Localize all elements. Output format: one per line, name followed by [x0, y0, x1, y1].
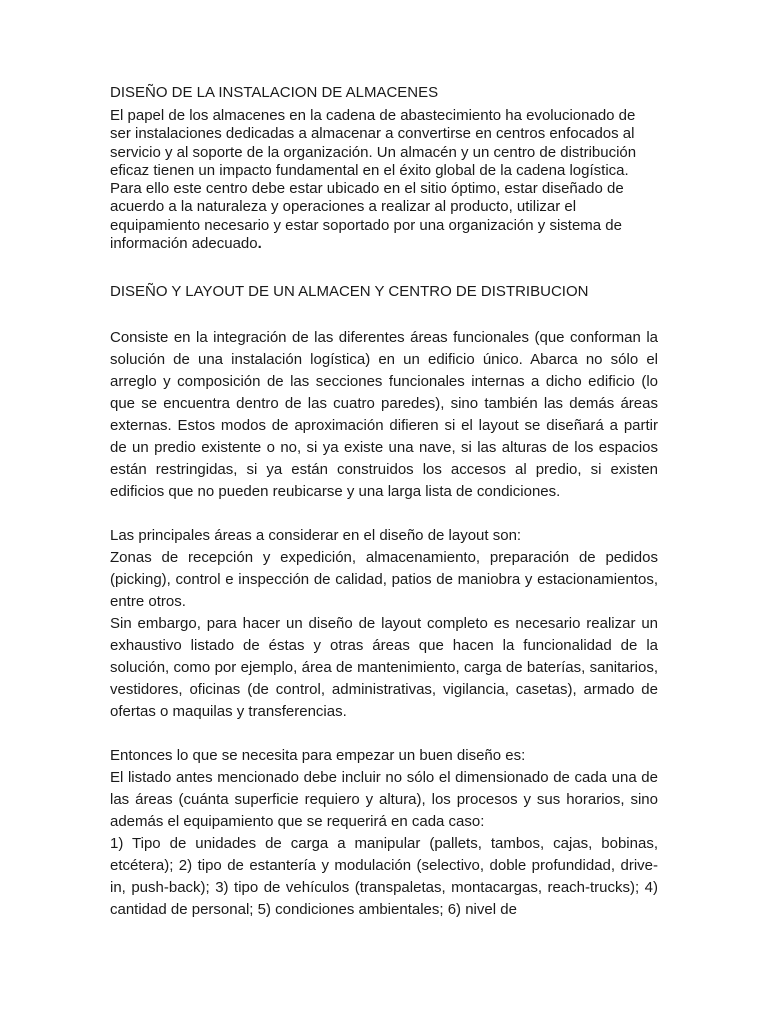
- paragraph-needs-intro: Entonces lo que se necesita para empezar un buen diseño es:: [110, 747, 526, 765]
- intro-paragraph: [110, 107, 658, 253]
- paragraph-areas-intro: Las principales áreas a considerar en el diseño de layout son:: [110, 527, 522, 545]
- paragraph-needs-list: 1) Tipo de unidades de carga a manipular (pallets, tambos, cajas, bobinas, etcétera); 2) tipo de estantería y modulación (selectivo, doble profundidad, drive-in, push-back); 3) tipo de vehículos (transpaletas, montacargas, reach-trucks); 4) cantidad de personal; 5) condiciones ambientales; 6) nivel de: [110, 835, 658, 919]
- paragraph-areas-list: Zonas de recepción y expedición, almacenamiento, preparación de pedidos (picking), control e inspección de calidad, patios de maniobra y estacionamientos, entre otros.: [110, 549, 658, 611]
- heading-layout: DISEÑO Y LAYOUT DE UN ALMACEN Y CENTRO DE DISTRIBUCION: [110, 283, 589, 301]
- paragraph-areas-rest: Sin embargo, para hacer un diseño de layout completo es necesario realizar un exhaustivo listado de éstas y otras áreas que hacen la funcionalidad de la solución, como por ejemplo, área de mantenimiento, carga de baterías, sanitarios, vestidores, oficinas (de control, administrativas, vigilancia, casetas), armado de ofertas o maquilas y transferencias.: [110, 615, 658, 721]
- intro-end: .: [257, 235, 262, 253]
- document-page: [110, 80, 658, 921]
- heading-almacenes: DISEÑO DE LA INSTALACION DE ALMACENES: [110, 84, 439, 101]
- intro-text: El papel de los almacenes en la cadena de abastecimiento ha evolucionado de ser instalaciones dedicadas a almacenar a convertirse en centros enfocados al servicio y al soporte de la organización. Un almacén y un centro de distribución eficaz tienen un impacto fundamental en el éxito global de la cadena logística. Para ello este centro debe estar ubicado en el sitio óptimo, estar diseñado de acuerdo a la naturaleza y operaciones a realizar al producto, utilizar el equipamiento necesario y estar soportado por una organización y sistema de información adecuado: [110, 107, 637, 253]
- paragraph-needs-body: El listado antes mencionado debe incluir no sólo el dimensionado de cada una de las áreas (cuánta superficie requiero y altura), los procesos y sus horarios, sino además el equipamiento que se requerirá en cada caso:: [110, 769, 658, 831]
- paragraph-integration: Consiste en la integración de las diferentes áreas funcionales (que conforman la solución de una instalación logística) en un edificio único. Abarca no sólo el arreglo y composición de las secciones funcionales internas a dicho edificio (lo que se encuentra dentro de las cuatro paredes), sino también las demás áreas externas. Estos modos de aproximación difieren si el layout se diseñará a partir de un predio existente o no, si ya existe una nave, si las alturas de los espacios están restringidas, si ya están construidos los accesos al predio, si existen edificios que no pueden reubicarse y una larga lista de condiciones.: [110, 329, 658, 501]
